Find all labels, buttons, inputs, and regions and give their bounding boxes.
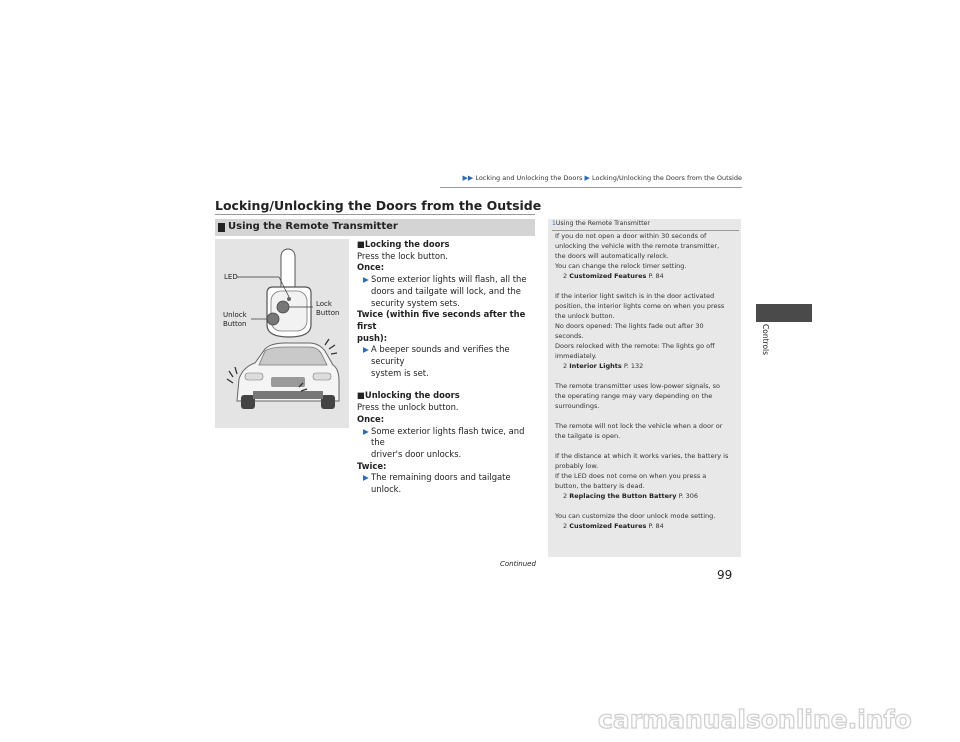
note-line: immediately. (555, 352, 597, 360)
ref-title: Customized Features (569, 272, 647, 280)
locking-intro: Press the lock button. (357, 250, 448, 261)
section-title: Using the Remote Transmitter (228, 221, 398, 232)
unlocking-once-line-1: Some exterior lights flash twice, and the (371, 425, 525, 448)
breadcrumb-arrow-icon: ▶▶ (462, 174, 474, 182)
watermark-text: carmanualsonline.info (598, 705, 912, 734)
unlock-label-line-1: Unlock (223, 311, 247, 319)
ref-arrow-icon: 2 (563, 362, 568, 370)
note-number-icon: 1 (552, 220, 556, 227)
ref-page: P. 84 (648, 522, 664, 530)
heading-square-icon: ■ (357, 239, 365, 249)
arrow-icon: ▶ (363, 345, 369, 355)
note-line: position, the interior lights come on when you press (555, 302, 725, 310)
unlocking-twice-label: Twice: (357, 460, 387, 471)
note-line: the doors will automatically relock. (555, 252, 669, 260)
locking-once-label: Once: (357, 262, 385, 273)
note-line: If you do not open a door within 30 seconds of (555, 232, 707, 240)
ref-title: Customized Features (569, 522, 647, 530)
note-line: If the LED does not come on when you press a (555, 472, 707, 480)
note-line: seconds. (555, 332, 584, 340)
ref-page: P. 306 (678, 492, 699, 500)
unlocking-once-label: Once: (357, 413, 385, 424)
ref-arrow-icon: 2 (563, 492, 568, 500)
ref-page: P. 84 (648, 272, 664, 280)
notes-heading-text: Using the Remote Transmitter (555, 220, 651, 227)
note-line: probably low. (555, 462, 599, 470)
locking-heading-text: Locking the doors (364, 239, 450, 249)
lock-label-line-2: Button (316, 309, 340, 317)
arrow-icon: ▶ (363, 275, 369, 285)
side-tab-label: Controls (761, 324, 770, 356)
note-line: The remote transmitter uses low-power signals, so (555, 382, 720, 390)
unlocking-heading-text: Unlocking the doors (364, 390, 460, 401)
note-line: the operating range may vary depending on the (555, 392, 713, 400)
page-number: 99 (717, 568, 733, 582)
led-label: LED (224, 273, 238, 281)
continued-label: Continued (500, 560, 536, 568)
note-line: surroundings. (555, 402, 600, 410)
lock-label-line-1: Lock (316, 300, 332, 308)
locking-twice-line-1: A beeper sounds and verifies the security (371, 344, 510, 367)
ref-arrow-icon: 2 (563, 272, 568, 280)
unlocking-once-line-2: driver's door unlocks. (371, 448, 462, 459)
breadcrumb-item-2[interactable]: Locking/Unlocking the Doors from the Outside (591, 174, 742, 182)
note-line: the unlock button. (555, 312, 615, 320)
note-line: If the interior light switch is in the door activated (555, 292, 715, 300)
note-line: If the distance at which it works varies, the battery is (555, 452, 729, 460)
note-line: The remote will not lock the vehicle when a door or (555, 422, 723, 430)
heading-square-icon: ■ (357, 390, 365, 401)
unlocking-intro: Press the unlock button. (357, 402, 459, 413)
arrow-icon: ▶ (363, 426, 369, 436)
ref-arrow-icon: 2 (563, 522, 568, 530)
page-title: Locking/Unlocking the Doors from the Outside (215, 198, 542, 213)
note-line: No doors opened: The lights fade out after 30 (555, 322, 704, 330)
note-line: the tailgate is open. (555, 432, 621, 440)
locking-once-line-3: security system sets. (371, 297, 460, 308)
breadcrumb-item-1[interactable]: Locking and Unlocking the Doors (475, 174, 583, 182)
note-line: You can change the relock timer setting. (555, 262, 687, 270)
ref-page: P. 132 (623, 362, 644, 370)
ref-title: Interior Lights (569, 362, 622, 370)
ref-title: Replacing the Button Battery (569, 492, 677, 500)
locking-once-line-1: Some exterior lights will flash, all the (371, 274, 527, 285)
arrow-icon: ▶ (363, 473, 369, 483)
note-line: unlocking the vehicle with the remote transmitter, (555, 242, 720, 250)
note-line: You can customize the door unlock mode setting. (555, 512, 716, 520)
note-line: Doors relocked with the remote: The lights go off (555, 342, 715, 350)
locking-once-line-2: doors and tailgate will lock, and the (371, 285, 521, 296)
unlocking-twice-line-1: The remaining doors and tailgate unlock. (371, 472, 511, 495)
locking-twice-label-2: push): (357, 332, 388, 343)
locking-twice-label-1: Twice (within five seconds after the first (357, 309, 526, 331)
unlock-label-line-2: Button (223, 320, 247, 328)
breadcrumb-arrow-icon: ▶ (584, 174, 590, 182)
note-line: button, the battery is dead. (555, 482, 645, 490)
locking-twice-line-2: system is set. (371, 367, 429, 378)
